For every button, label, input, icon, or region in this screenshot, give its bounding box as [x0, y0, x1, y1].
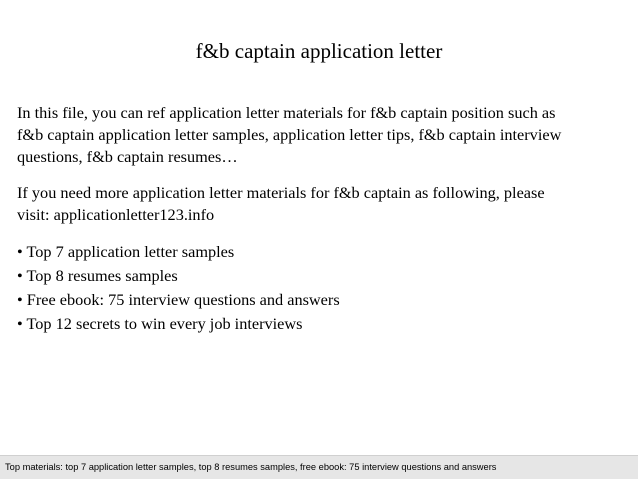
more-materials-line: If you need more application letter materials for f&b captain as following, please	[17, 183, 545, 202]
intro-paragraph	[17, 102, 561, 168]
more-materials-paragraph	[17, 182, 545, 226]
bullet-item: • Top 12 secrets to win every job interviews	[17, 314, 303, 333]
bullet-item: • Free ebook: 75 interview questions and answers	[17, 290, 340, 309]
materials-bullet-list	[17, 240, 340, 336]
slide-title: f&b captain application letter	[195, 39, 443, 63]
more-materials-line: visit: applicationletter123.info	[17, 205, 215, 224]
bullet-item: • Top 8 resumes samples	[17, 266, 178, 285]
bullet-item: • Top 7 application letter samples	[17, 242, 235, 261]
intro-line: f&b captain application letter samples, application letter tips, f&b captain interview	[17, 125, 562, 144]
footer-text: Top materials: top 7 application letter samples, top 8 resumes samples, free ebook: 75 interview questions and answers	[5, 462, 497, 472]
footer-bar	[0, 455, 638, 479]
intro-line: In this file, you can ref application letter materials for f&b captain position such as	[17, 103, 556, 122]
intro-line: questions, f&b captain resumes…	[17, 147, 238, 166]
